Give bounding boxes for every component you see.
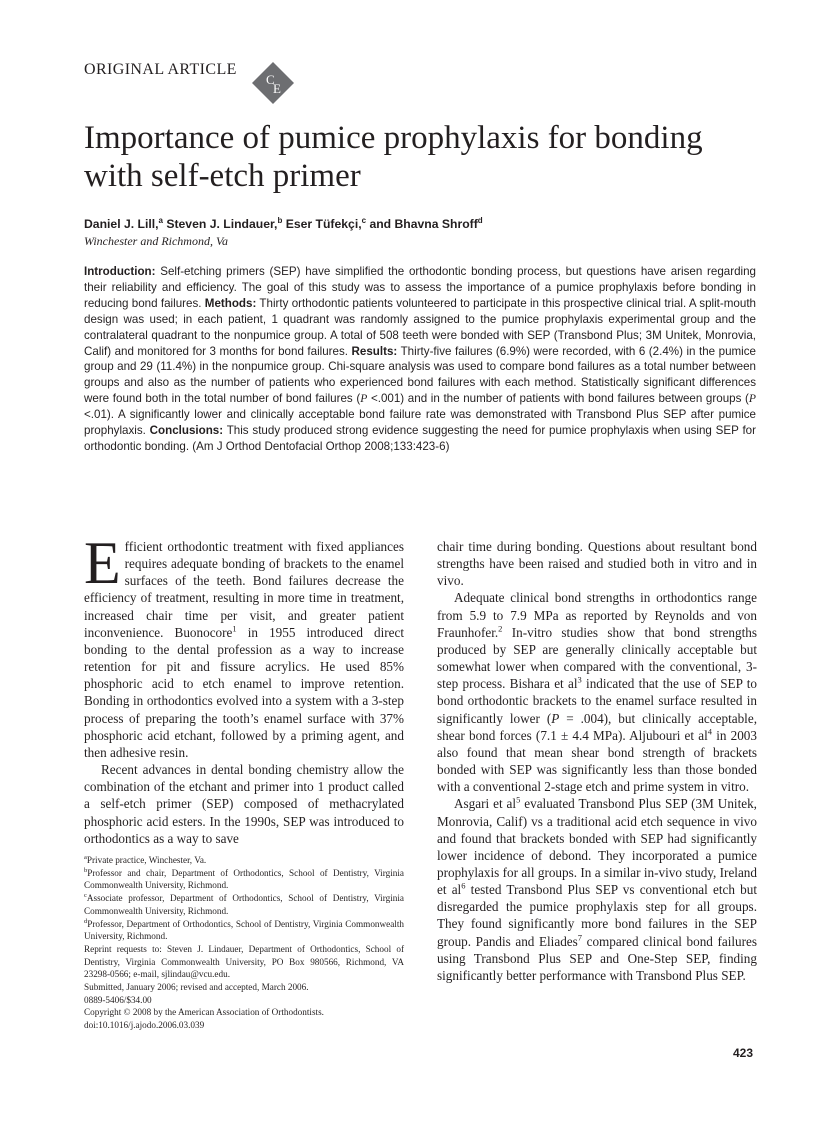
- ce-badge-letter-e: E: [273, 81, 281, 96]
- abstract-intro-text: Self-etching primers (SEP) have simplified the orthodontic bonding process, but questions have arisen regarding their reliability and efficiency. The goal of this study was to assess the importance of a pumice prophylaxis before bonding in reducing bond failures.: [84, 265, 756, 310]
- abstract-conclusions-text: This study produced strong evidence suggesting the need for pumice prophylaxis when using SEP for orthodontic bonding. (Am J Orthod Dentofacial Orthop 2008;133:423-6): [84, 424, 756, 453]
- abstract: [84, 264, 756, 455]
- reference-mark: 5: [516, 794, 521, 805]
- doi: doi:10.1016/j.ajodo.2006.03.039: [84, 1020, 205, 1031]
- drop-cap: E: [84, 530, 121, 596]
- author-affiliation-mark: a: [158, 216, 163, 225]
- abstract-conclusions-label: Conclusions:: [149, 424, 224, 438]
- author-affiliation-mark: c: [361, 216, 367, 225]
- issn: 0889-5406/$34.00: [84, 994, 152, 1005]
- abstract-results-label: Results:: [351, 344, 398, 358]
- author-name: and Bhavna Shroff: [369, 217, 478, 232]
- abstract-results-text: <.001) and in the number of patients with bond failures between groups (: [367, 392, 749, 406]
- abstract-results-text: <.01). A significantly lower and clinically acceptable bond failure rate was demonstrated with Transbond Plus SEP after pumice prophylaxis.: [84, 408, 756, 438]
- footnotes: [84, 854, 404, 1032]
- section-label: ORIGINAL ARTICLE: [84, 61, 237, 78]
- abstract-methods-label: Methods:: [204, 296, 257, 310]
- page-number: 423: [733, 1046, 754, 1060]
- footnote: $^a$Private practice, Winchester, Va.: [84, 853, 207, 865]
- author-name: Eser Tüfekçi,: [285, 217, 362, 232]
- author-affiliation: Winchester and Richmond, Va: [84, 234, 228, 248]
- ce-badge-icon: [252, 62, 294, 104]
- body-paragraph: Efficient orthodontic treatment with fixed appliances requires adequate bonding of brackets to the enamel surfaces of the teeth. Bond failures decrease the efficiency of treatment, resulting in more time in treatment, increased chair time per visit, and greater patient inconvenience. Buonocore$^1$ in 1955 introduced direct bonding to the dental profession as a way to increase retention for pit and fissure acrylics. He used 85% phosphoric acid to etch enamel to improve retention. Bonding in orthodontics evolved into a system with a 3-step process of preparing the tooth’s enamel surface with 37% phosphoric acid etchant, followed by a priming agent, and then adhesive resin.: [84, 530, 405, 760]
- copyright: Copyright © 2008 by the American Association of Orthodontists.: [84, 1007, 324, 1018]
- footnote: $^c$Associate professor, Department of Orthodontics, School of Dentistry, Virginia Commonwealth University, Richmond.: [84, 892, 404, 916]
- body-column-left: [84, 530, 405, 847]
- body-paragraph: Adequate clinical bond strengths in orthodontics range from 5.9 to 7.9 MPa as reported by Reynolds and von Fraunhofer.$^2$ In-vitro studies show that bond strengths produced by SEP are generally clinically acceptable but somewhat lower when compared with the conventional, 3-step process. Bishara et $al^3$ indicated that the use of SEP to bond orthodontic brackets to the enamel surface resulted in significantly lower (P = .004), but clinically acceptable, shear bond forces (7.1 ± 4.4 MPa). Aljubouri et $al^4$ in 2003 also found that mean shear bond strength of brackets bonded with SEP was significantly less than those bonded with a conventional 2-stage etch and prime system in vitro.: [437, 590, 758, 795]
- author-affiliation-mark: b: [277, 216, 283, 225]
- p-value-symbol: P: [551, 710, 560, 726]
- body-column-right: [437, 538, 757, 984]
- submission-dates: Submitted, January 2006; revised and accepted, March 2006.: [84, 982, 309, 993]
- abstract-methods-text: Thirty orthodontic patients volunteered to participate in this prospective clinical trial. A split-mouth design was used; in each patient, 1 quadrant was randomly assigned to the pumice prophylaxis experimental group and the contralateral quadrant to the nonpumice group. A total of 508 teeth were bonded with SEP (Transbond Plus; 3M Unitek, Monrovia, Calif) and monitored for 3 months for bond failures.: [84, 296, 756, 358]
- reference-mark: 4: [707, 726, 713, 737]
- reference-mark: 3: [577, 674, 582, 685]
- abstract-results-text: Thirty-five failures (6.9%) were recorded, with 6 (2.4%) in the pumice group and 29 (11.4%) in the nonpumice group. Chi-square analysis was used to compare bond failures as a total number between groups and also as the number of patients who experienced bond failures with each method. Statistically significant differences were found both in the total number of bond failures (: [84, 344, 757, 406]
- body-paragraph: chair time during bonding. Questions about resultant bond strengths have been raised and studied both in vitro and in vivo.: [437, 539, 757, 589]
- body-paragraph: Recent advances in dental bonding chemistry allow the combination of the etchant and primer into 1 product called a self-etch primer (SEP) composed of methacrylated phosphoric acid esters. In the 1990s, SEP was introduced to orthodontics as a way to save: [84, 762, 404, 846]
- reference-mark: 6: [461, 880, 466, 891]
- author-name: Steven J. Lindauer,: [166, 217, 278, 232]
- author-name: Daniel J. Lill,: [84, 217, 159, 232]
- reference-mark: 2: [498, 623, 503, 634]
- body-paragraph: Asgari et $al^5$ evaluated Transbond Plus SEP (3M Unitek, Monrovia, Calif) vs a traditional acid etch sequence in vivo and found that brackets bonded with SEP had significantly lower incidence of debond. They incorporated a pumice prophylaxis for all groups. In a similar in-vivo study, Ireland et $al^6$ tested Transbond Plus SEP vs conventional etch but disregarded the pumice prophylaxis step for all groups. They found significantly more bond failures in the SEP group. Pandis and Eliades$^7$ compared clinical bond failures using Transbond Plus SEP and One-Step SEP, finding significantly better performance with Transbond Plus SEP.: [437, 794, 757, 983]
- author-list: [84, 216, 764, 231]
- reference-mark: 7: [577, 932, 583, 943]
- p-value-symbol: P: [748, 392, 756, 406]
- footnote: $^d$Professor, Department of Orthodontics, School of Dentistry, Virginia Commonwealth University, Richmond.: [84, 917, 404, 942]
- abstract-intro-label: Introduction:: [84, 265, 156, 278]
- ce-badge-letter-c: C: [266, 72, 275, 87]
- reprint-requests: Reprint requests to: Steven J. Lindauer, Department of Orthodontics, School of Dentistry, Virginia Commonwealth University, PO Box 980566, Richmond, VA 23298-0566; e-mail, sjlindau@vcu.edu.: [84, 943, 404, 980]
- reference-mark: 1: [232, 623, 237, 634]
- article-title: Importance of pumice prophylaxis for bonding with self-etch primer: [84, 120, 703, 194]
- p-value-symbol: P: [360, 392, 368, 406]
- author-affiliation-mark: d: [477, 216, 483, 225]
- footnote: $^b$Professor and chair, Department of Orthodontics, School of Dentistry, Virginia Commonwealth University, Richmond.: [84, 866, 404, 891]
